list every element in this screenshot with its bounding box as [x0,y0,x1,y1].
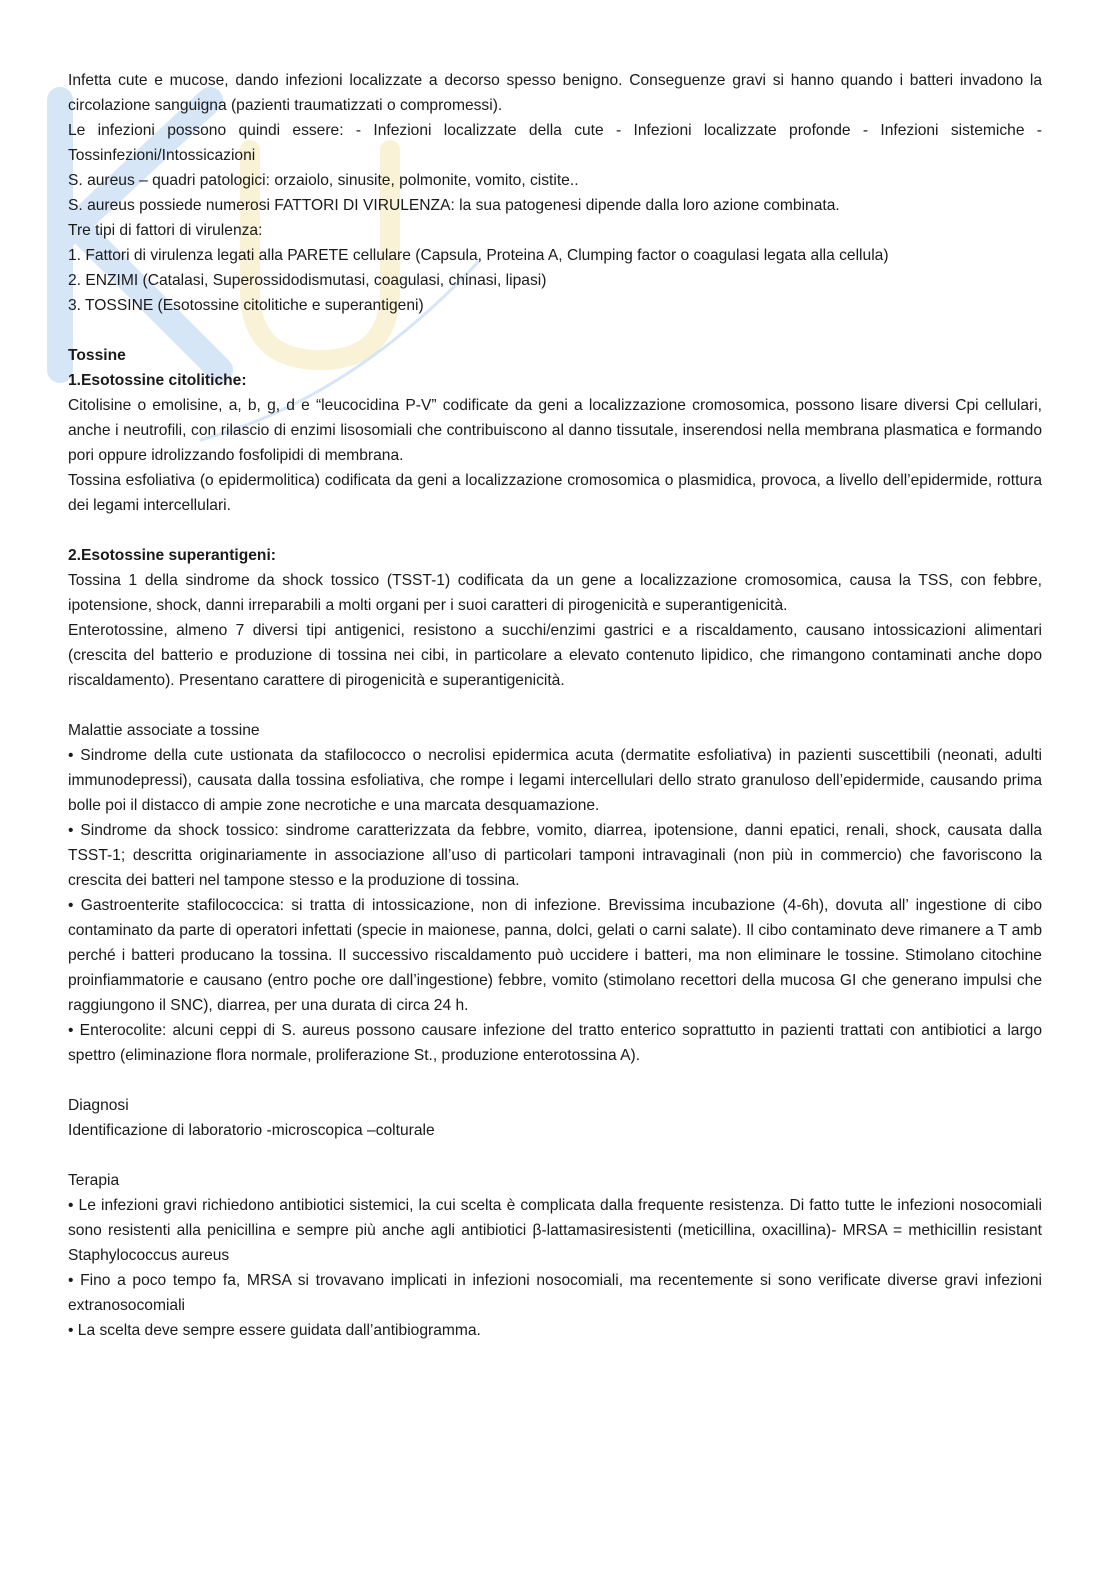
terapia-item-3: • La scelta deve sempre essere guidata dall’antibiogramma. [68,1322,481,1339]
diagnosi-text: Identificazione di laboratorio -microscopica –colturale [68,1122,435,1139]
virulence-factor-3: 3. TOSSINE (Esotossine citolitiche e superantigeni) [68,297,424,314]
section-heading-tossine: Tossine [68,347,126,364]
subsection-heading-citolitiche: 1.Esotossine citolitiche: [68,372,247,389]
virulence-factor-1: 1. Fattori di virulenza legati alla PARETE cellulare (Capsula, Proteina A, Clumping factor o coagulasi legata alla cellula) [68,247,889,264]
spacer [68,1143,1042,1168]
spacer [68,693,1042,718]
subsection-heading-superantigeni: 2.Esotossine superantigeni: [68,547,276,564]
intro-paragraph-4: S. aureus possiede numerosi FATTORI DI VIRULENZA: la sua patogenesi dipende dalla loro azione combinata. [68,197,840,214]
section-heading-malattie: Malattie associate a tossine [68,722,260,739]
virulence-factor-2: 2. ENZIMI (Catalasi, Superossidodismutasi, coagulasi, chinasi, lipasi) [68,272,547,289]
intro-paragraph-2: Le infezioni possono quindi essere: - Infezioni localizzate della cute - Infezioni localizzate profonde - Infezioni sistemiche - Tossinfezioni/Intossicazioni [68,122,1042,164]
citolitiche-paragraph-2: Tossina esfoliativa (o epidermolitica) codificata da geni a localizzazione cromosomica o plasmidica, provoca, a livello dell’epidermide, rottura dei legami intercellulari. [68,472,1042,514]
intro-paragraph-5: Tre tipi di fattori di virulenza: [68,222,263,239]
malattie-item-2: • Sindrome da shock tossico: sindrome caratterizzata da febbre, vomito, diarrea, ipotensione, danni epatici, renali, shock, causata dalla TSST-1; descritta originariamente in associazione all’uso di particolari tamponi intravaginali (non più in commercio) che favoriscono la crescita dei batteri nel tampone stesso e la produzione di tossina. [68,822,1042,889]
superantigeni-paragraph-2: Enterotossine, almeno 7 diversi tipi antigenici, resistono a succhi/enzimi gastrici e a riscaldamento, causano intossicazioni alimentari (crescita del batterio e produzione di tossina nei cibi, in particolare a elevato contenuto lipidico, che rimangono contaminati anche dopo riscaldamento). Presentano carattere di pirogenicità e superantigenicità. [68,622,1042,689]
superantigeni-paragraph-1: Tossina 1 della sindrome da shock tossico (TSST-1) codificata da un gene a localizzazione cromosomica, causa la TSS, con febbre, ipotensione, shock, danni irreparabili a molti organi per i suoi caratteri di pirogenicità e superantigenicità. [68,572,1042,614]
spacer [68,518,1042,543]
section-heading-diagnosi: Diagnosi [68,1097,129,1114]
malattie-item-4: • Enterocolite: alcuni ceppi di S. aureus possono causare infezione del tratto enterico soprattutto in pazienti trattati con antibiotici a largo spettro (eliminazione flora normale, proliferazione St., produzione enterotossina A). [68,1022,1042,1064]
intro-paragraph-1: Infetta cute e mucose, dando infezioni localizzate a decorso spesso benigno. Conseguenze gravi si hanno quando i batteri invadono la circolazione sanguigna (pazienti traumatizzati o compromessi). [68,72,1042,114]
terapia-item-1: • Le infezioni gravi richiedono antibiotici sistemici, la cui scelta è complicata dalla frequente resistenza. Di fatto tutte le infezioni nosocomiali sono resistenti alla penicillina e sempre più anche agli antibiotici β-lattamasiresistenti (meticillina, oxacillina)- MRSA = methicillin resistant Staphylococcus aureus [68,1197,1042,1264]
spacer [68,318,1042,343]
terapia-item-2: • Fino a poco tempo fa, MRSA si trovavano implicati in infezioni nosocomiali, ma recentemente si sono verificate diverse gravi infezioni extranosocomiali [68,1272,1042,1314]
intro-paragraph-3: S. aureus – quadri patologici: orzaiolo, sinusite, polmonite, vomito, cistite.. [68,172,579,189]
document-body [68,68,1042,1343]
section-heading-terapia: Terapia [68,1172,120,1189]
spacer [68,1068,1042,1093]
malattie-item-3: • Gastroenterite stafilococcica: si tratta di intossicazione, non di infezione. Brevissima incubazione (4-6h), dovuta all’ ingestione di cibo contaminato da parte di operatori infettati (specie in maionese, panna, dolci, gelati o carni salate). Il cibo contaminato deve rimanere a T amb perché i batteri producano la tossina. Il successivo riscaldamento può uccidere i batteri, ma non eliminare le tossine. Stimolano citochine proinfiammatorie e causano (entro poche ore dall’ingestione) febbre, vomito (stimolano recettori della mucosa GI che generano impulsi che raggiungono il SNC), diarrea, per una durata di circa 24 h. [68,897,1042,1014]
citolitiche-paragraph-1: Citolisine o emolisine, a, b, g, d e “leucocidina P-V” codificate da geni a localizzazione cromosomica, possono lisare diversi Cpi cellulari, anche i neutrofili, con rilascio di enzimi lisosomiali che contribuiscono al danno tissutale, inserendosi nella membrana plasmatica e formando pori oppure idrolizzando fosfolipidi di membrana. [68,397,1042,464]
malattie-item-1: • Sindrome della cute ustionata da stafilococco o necrolisi epidermica acuta (dermatite esfoliativa) in pazienti suscettibili (neonati, adulti immunodepressi), causata dalla tossina esfoliativa, che rompe i legami intercellulari dello strato granuloso dell’epidermide, causando prima bolle poi il distacco di ampie zone necrotiche e una marcata desquamazione. [68,747,1042,814]
